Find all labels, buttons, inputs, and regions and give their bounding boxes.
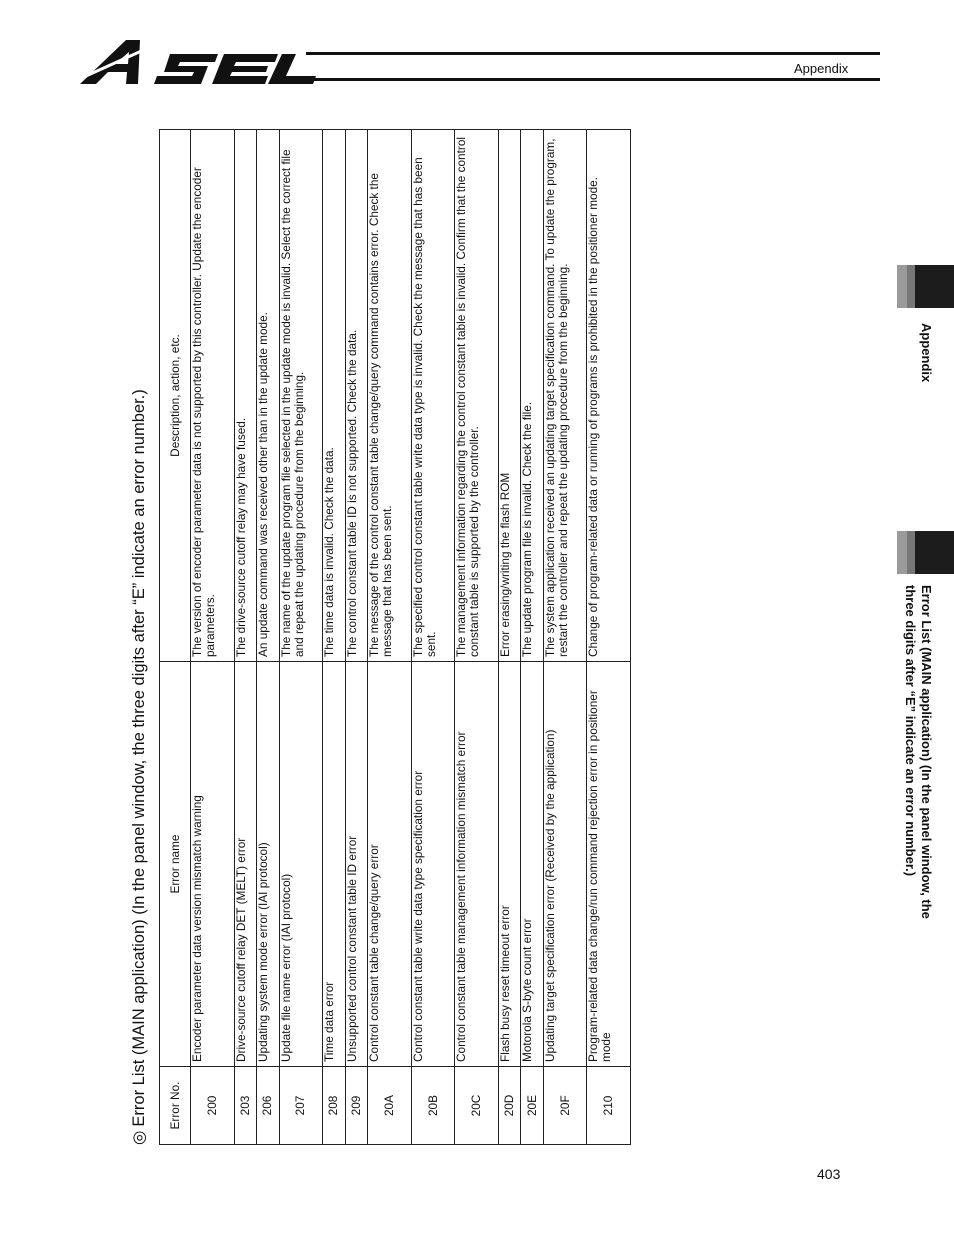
description-cell: The management information regarding the control constant table is invalid. Confirm that the control constant table is supported by the controller. xyxy=(455,130,499,662)
table-row xyxy=(234,130,257,1145)
side-tab-error-list xyxy=(897,531,954,574)
error-number-cell: 209 xyxy=(345,1067,368,1145)
rotated-content xyxy=(120,130,635,1145)
error-name-cell: Drive-source cutoff relay DET (MELT) error xyxy=(234,662,257,1067)
table-header-row xyxy=(160,130,191,1145)
description-cell: The message of the control constant table change/query command contains error. Check the message that has been sent. xyxy=(368,130,412,662)
error-number-cell: 208 xyxy=(323,1067,346,1145)
description-cell: The name of the update program file selected in the update mode is invalid. Select the correct file and repeat the updating procedure from the beginning. xyxy=(279,130,323,662)
side-tab-appendix-label: Appendix xyxy=(919,323,934,383)
error-number-cell: 20A xyxy=(368,1067,412,1145)
table-row xyxy=(587,130,631,1145)
error-name-cell: Program-related data change/run command rejection error in positioner mode xyxy=(587,662,631,1067)
header-rule-top xyxy=(306,52,880,55)
error-name-cell: Control constant table management information mismatch error xyxy=(455,662,499,1067)
error-name-cell: Update file name error (IAI protocol) xyxy=(279,662,323,1067)
table-row xyxy=(455,130,499,1145)
brand-text: ASEL xyxy=(78,36,81,37)
table-row xyxy=(498,130,521,1145)
error-name-cell: Unsupported control constant table ID error xyxy=(345,662,368,1067)
error-name-cell: Flash busy reset timeout error xyxy=(498,662,521,1067)
error-name-cell: Updating target specification error (Received by the application) xyxy=(543,662,587,1067)
table-row xyxy=(323,130,346,1145)
header-section-label: Appendix xyxy=(794,61,849,76)
section-title xyxy=(120,389,158,1145)
table-row xyxy=(543,130,587,1145)
table-row xyxy=(521,130,544,1145)
description-cell: The version of encoder parameter data is not supported by this controller. Update the encoder parameters. xyxy=(191,130,235,662)
description-cell: Change of program-related data or running of programs is prohibited in the positioner mode. xyxy=(587,130,631,662)
error-name-cell: Control constant table write data type specification error xyxy=(411,662,455,1067)
error-number-cell: 207 xyxy=(279,1067,323,1145)
error-number-cell: 203 xyxy=(234,1067,257,1145)
error-number-cell: 20E xyxy=(521,1067,544,1145)
error-number-cell: 20D xyxy=(498,1067,521,1145)
page-number: 403 xyxy=(817,1166,841,1182)
description-cell: The specified control constant table write data type is invalid. Check the message that has been sent. xyxy=(411,130,455,662)
error-number-cell: 20F xyxy=(543,1067,587,1145)
error-name-cell: Encoder parameter data version mismatch warning xyxy=(191,662,235,1067)
error-number-cell: 20B xyxy=(411,1067,455,1145)
header-error-no: Error No. xyxy=(160,1067,191,1145)
error-name-cell: Updating system mode error (IAI protocol) xyxy=(257,662,280,1067)
error-name-cell: Time data error xyxy=(323,662,346,1067)
asel-logo xyxy=(78,36,318,88)
error-number-cell: 210 xyxy=(587,1067,631,1145)
description-cell: The update program file is invalid. Check the file. xyxy=(521,130,544,662)
description-cell: The control constant table ID is not supported. Check the data. xyxy=(345,130,368,662)
table-row xyxy=(279,130,323,1145)
description-cell: An update command was received other than in the update mode. xyxy=(257,130,280,662)
error-number-cell: 20C xyxy=(455,1067,499,1145)
header-error-name: Error name xyxy=(160,662,191,1067)
table-row xyxy=(345,130,368,1145)
description-cell: Error erasing/writing the flash ROM xyxy=(498,130,521,662)
table-row xyxy=(411,130,455,1145)
table-row xyxy=(257,130,280,1145)
error-number-cell: 206 xyxy=(257,1067,280,1145)
section-title-text: Error List (MAIN application) (In the panel window, the three digits after “E” indicate an error number.) xyxy=(130,389,148,1127)
bullet-mark: ◎ xyxy=(130,1130,148,1145)
error-number-cell: 200 xyxy=(191,1067,235,1145)
header-description: Description, action, etc. xyxy=(160,130,191,662)
side-tab-error-list-title-line2: three digits after “E” indicate an error number.) xyxy=(903,585,918,877)
error-name-cell: Control constant table change/query error xyxy=(368,662,412,1067)
error-name-cell: Motorola S-byte count error xyxy=(521,662,544,1067)
error-table xyxy=(159,129,631,1145)
header-rule-bottom xyxy=(300,78,880,81)
description-cell: The time data is invalid. Check the data. xyxy=(323,130,346,662)
description-cell: The drive-source cutoff relay may have fused. xyxy=(234,130,257,662)
side-tab-appendix xyxy=(897,265,954,308)
description-cell: The system application received an updating target specification command. To update the program, restart the controller and repeat the updating procedure from the beginning. xyxy=(543,130,587,662)
table-row xyxy=(368,130,412,1145)
table-row xyxy=(191,130,235,1145)
side-tab-error-list-title-line1: Error List (MAIN application) (In the panel window, the xyxy=(919,585,934,919)
